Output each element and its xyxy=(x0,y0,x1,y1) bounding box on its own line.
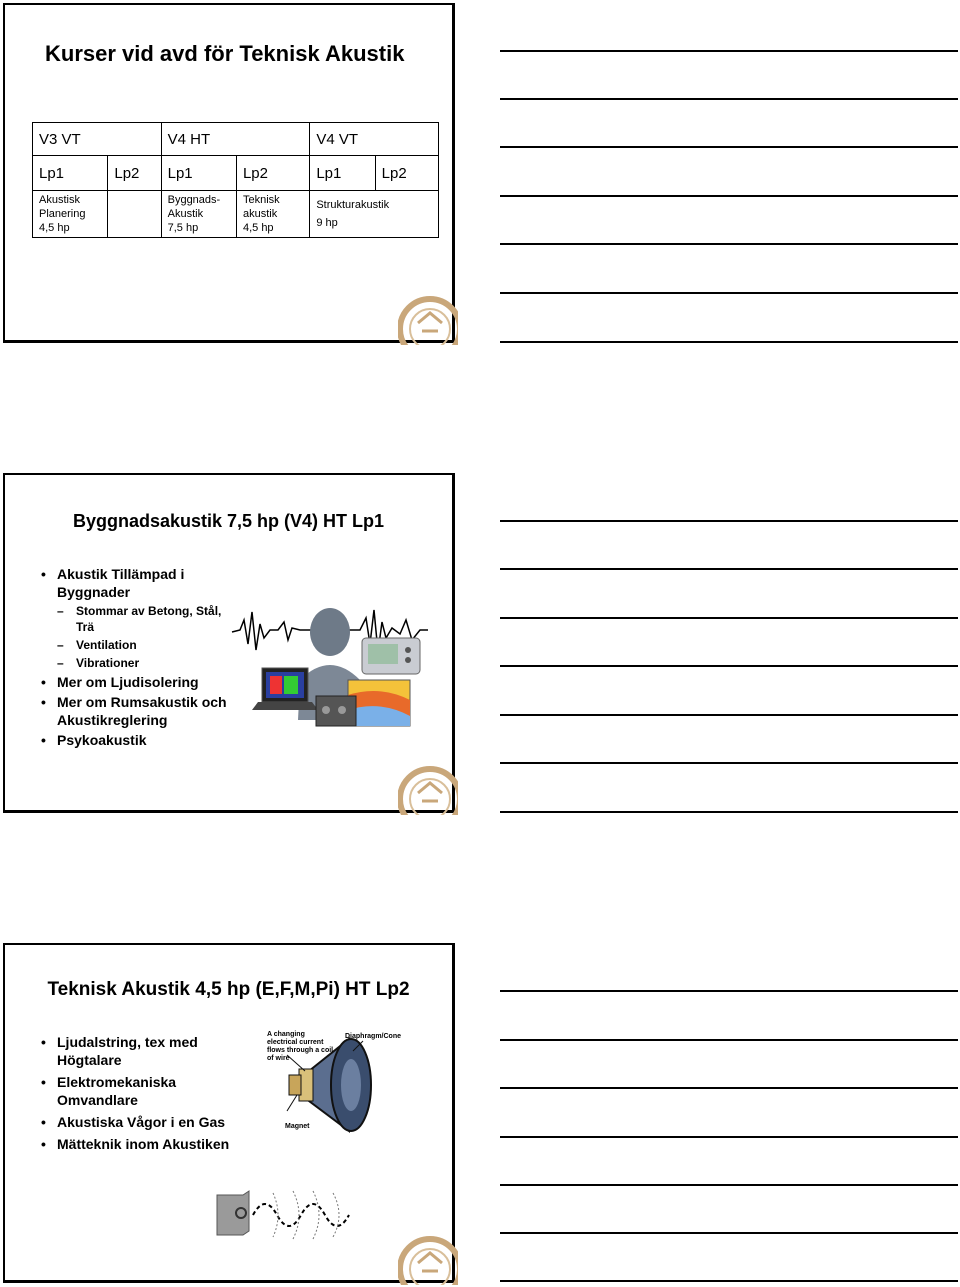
list-item: • Elektromekaniska Omvandlare xyxy=(41,1074,177,1108)
cell-line: Teknisk xyxy=(242,194,280,206)
table-cell: V4 HT xyxy=(161,123,310,156)
note-line xyxy=(500,1280,958,1282)
note-line xyxy=(500,990,958,992)
diaphragm-label: Diaphragm/Cone xyxy=(345,1033,402,1040)
note-line xyxy=(500,1232,958,1234)
table-cell: Lp2 xyxy=(236,156,309,191)
course-cell-akustisk-planering xyxy=(33,191,108,238)
list-item: • Akustiska Vågor i en Gas xyxy=(41,1114,226,1130)
note-line xyxy=(500,811,958,813)
list-item: – Ventilation xyxy=(57,638,137,652)
table-cell: V3 VT xyxy=(33,123,162,156)
note-line xyxy=(500,98,958,100)
table-cell: Lp1 xyxy=(33,156,108,191)
university-seal-icon xyxy=(398,295,458,345)
current-label: A changing electrical current flows through a coil of wire xyxy=(267,1031,334,1062)
magnet-label: Magnet xyxy=(285,1123,310,1130)
list-item: • Mer om Ljudisolering xyxy=(41,674,199,690)
cell-line: 9 hp xyxy=(316,217,338,229)
cell-line: 7,5 hp xyxy=(167,222,199,234)
table-cell: Lp1 xyxy=(161,156,236,191)
course-cell-teknisk-akustik xyxy=(236,191,309,238)
table-row xyxy=(33,191,439,238)
cell-line: akustik xyxy=(242,208,278,220)
table-cell: Lp2 xyxy=(108,156,161,191)
sound-wave-icon xyxy=(253,1204,349,1226)
note-line xyxy=(500,341,958,343)
note-line xyxy=(500,292,958,294)
list-item: – Vibrationer xyxy=(57,656,140,670)
cell-line: 4,5 hp xyxy=(242,222,274,234)
note-line xyxy=(500,146,958,148)
slide-2 xyxy=(3,473,455,813)
table-cell: Lp1 xyxy=(310,156,375,191)
sound-wave-illustration xyxy=(213,1189,363,1241)
cell-line: 4,5 hp xyxy=(39,222,70,234)
measurement-unit-icon xyxy=(316,696,356,726)
cell-line: Akustisk xyxy=(39,194,80,206)
acoustic-measurement-illustration xyxy=(230,600,430,740)
dummy-head-icon xyxy=(310,608,350,656)
note-line xyxy=(500,762,958,764)
list-item: • Mätteknik inom Akustiken xyxy=(41,1136,230,1152)
cell-line: Byggnads- xyxy=(167,194,221,206)
note-line xyxy=(500,1184,958,1186)
slide-1 xyxy=(3,3,455,343)
cell-line: Akustik xyxy=(167,208,204,220)
cell-line: Planering xyxy=(39,208,86,220)
slide-1-title: Kurser vid avd för Teknisk Akustik xyxy=(45,41,405,66)
course-table xyxy=(32,122,439,238)
cell-line: Strukturakustik xyxy=(316,199,390,211)
list-item: – Stommar av Betong, Stål, Trä xyxy=(57,604,222,634)
speaker-box-icon xyxy=(217,1191,249,1235)
note-line xyxy=(500,1136,958,1138)
table-row xyxy=(33,123,439,156)
slide-2-title: Byggnadsakustik 7,5 hp (V4) HT Lp1 xyxy=(72,511,385,531)
table-cell: Lp2 xyxy=(375,156,438,191)
list-item: • Akustik Tillämpad i Byggnader xyxy=(41,566,185,600)
slide-2-bullets xyxy=(41,563,231,751)
note-line xyxy=(500,568,958,570)
table-row xyxy=(33,156,439,191)
course-cell-strukturakustik xyxy=(310,191,439,238)
slide-3-bullets xyxy=(41,1033,231,1157)
table-cell-empty xyxy=(108,191,161,238)
course-cell-byggnadsakustik xyxy=(161,191,236,238)
university-seal-icon xyxy=(398,1235,458,1285)
slide-3-title: Teknisk Akustik 4,5 hp (E,F,M,Pi) HT Lp2 xyxy=(47,979,410,1000)
note-line xyxy=(500,243,958,245)
university-seal-icon xyxy=(398,765,458,815)
list-item: • Mer om Rumsakustik och Akustikreglering xyxy=(41,694,227,728)
note-line xyxy=(500,665,958,667)
slide-3 xyxy=(3,943,455,1283)
list-item: • Psykoakustik xyxy=(41,732,147,748)
note-line xyxy=(500,1039,958,1041)
note-line xyxy=(500,1087,958,1089)
table-cell: V4 VT xyxy=(310,123,439,156)
note-line xyxy=(500,50,958,52)
note-line xyxy=(500,617,958,619)
note-line xyxy=(500,520,958,522)
note-line xyxy=(500,195,958,197)
list-item: • Ljudalstring, tex med Högtalare xyxy=(41,1034,198,1068)
note-line xyxy=(500,714,958,716)
